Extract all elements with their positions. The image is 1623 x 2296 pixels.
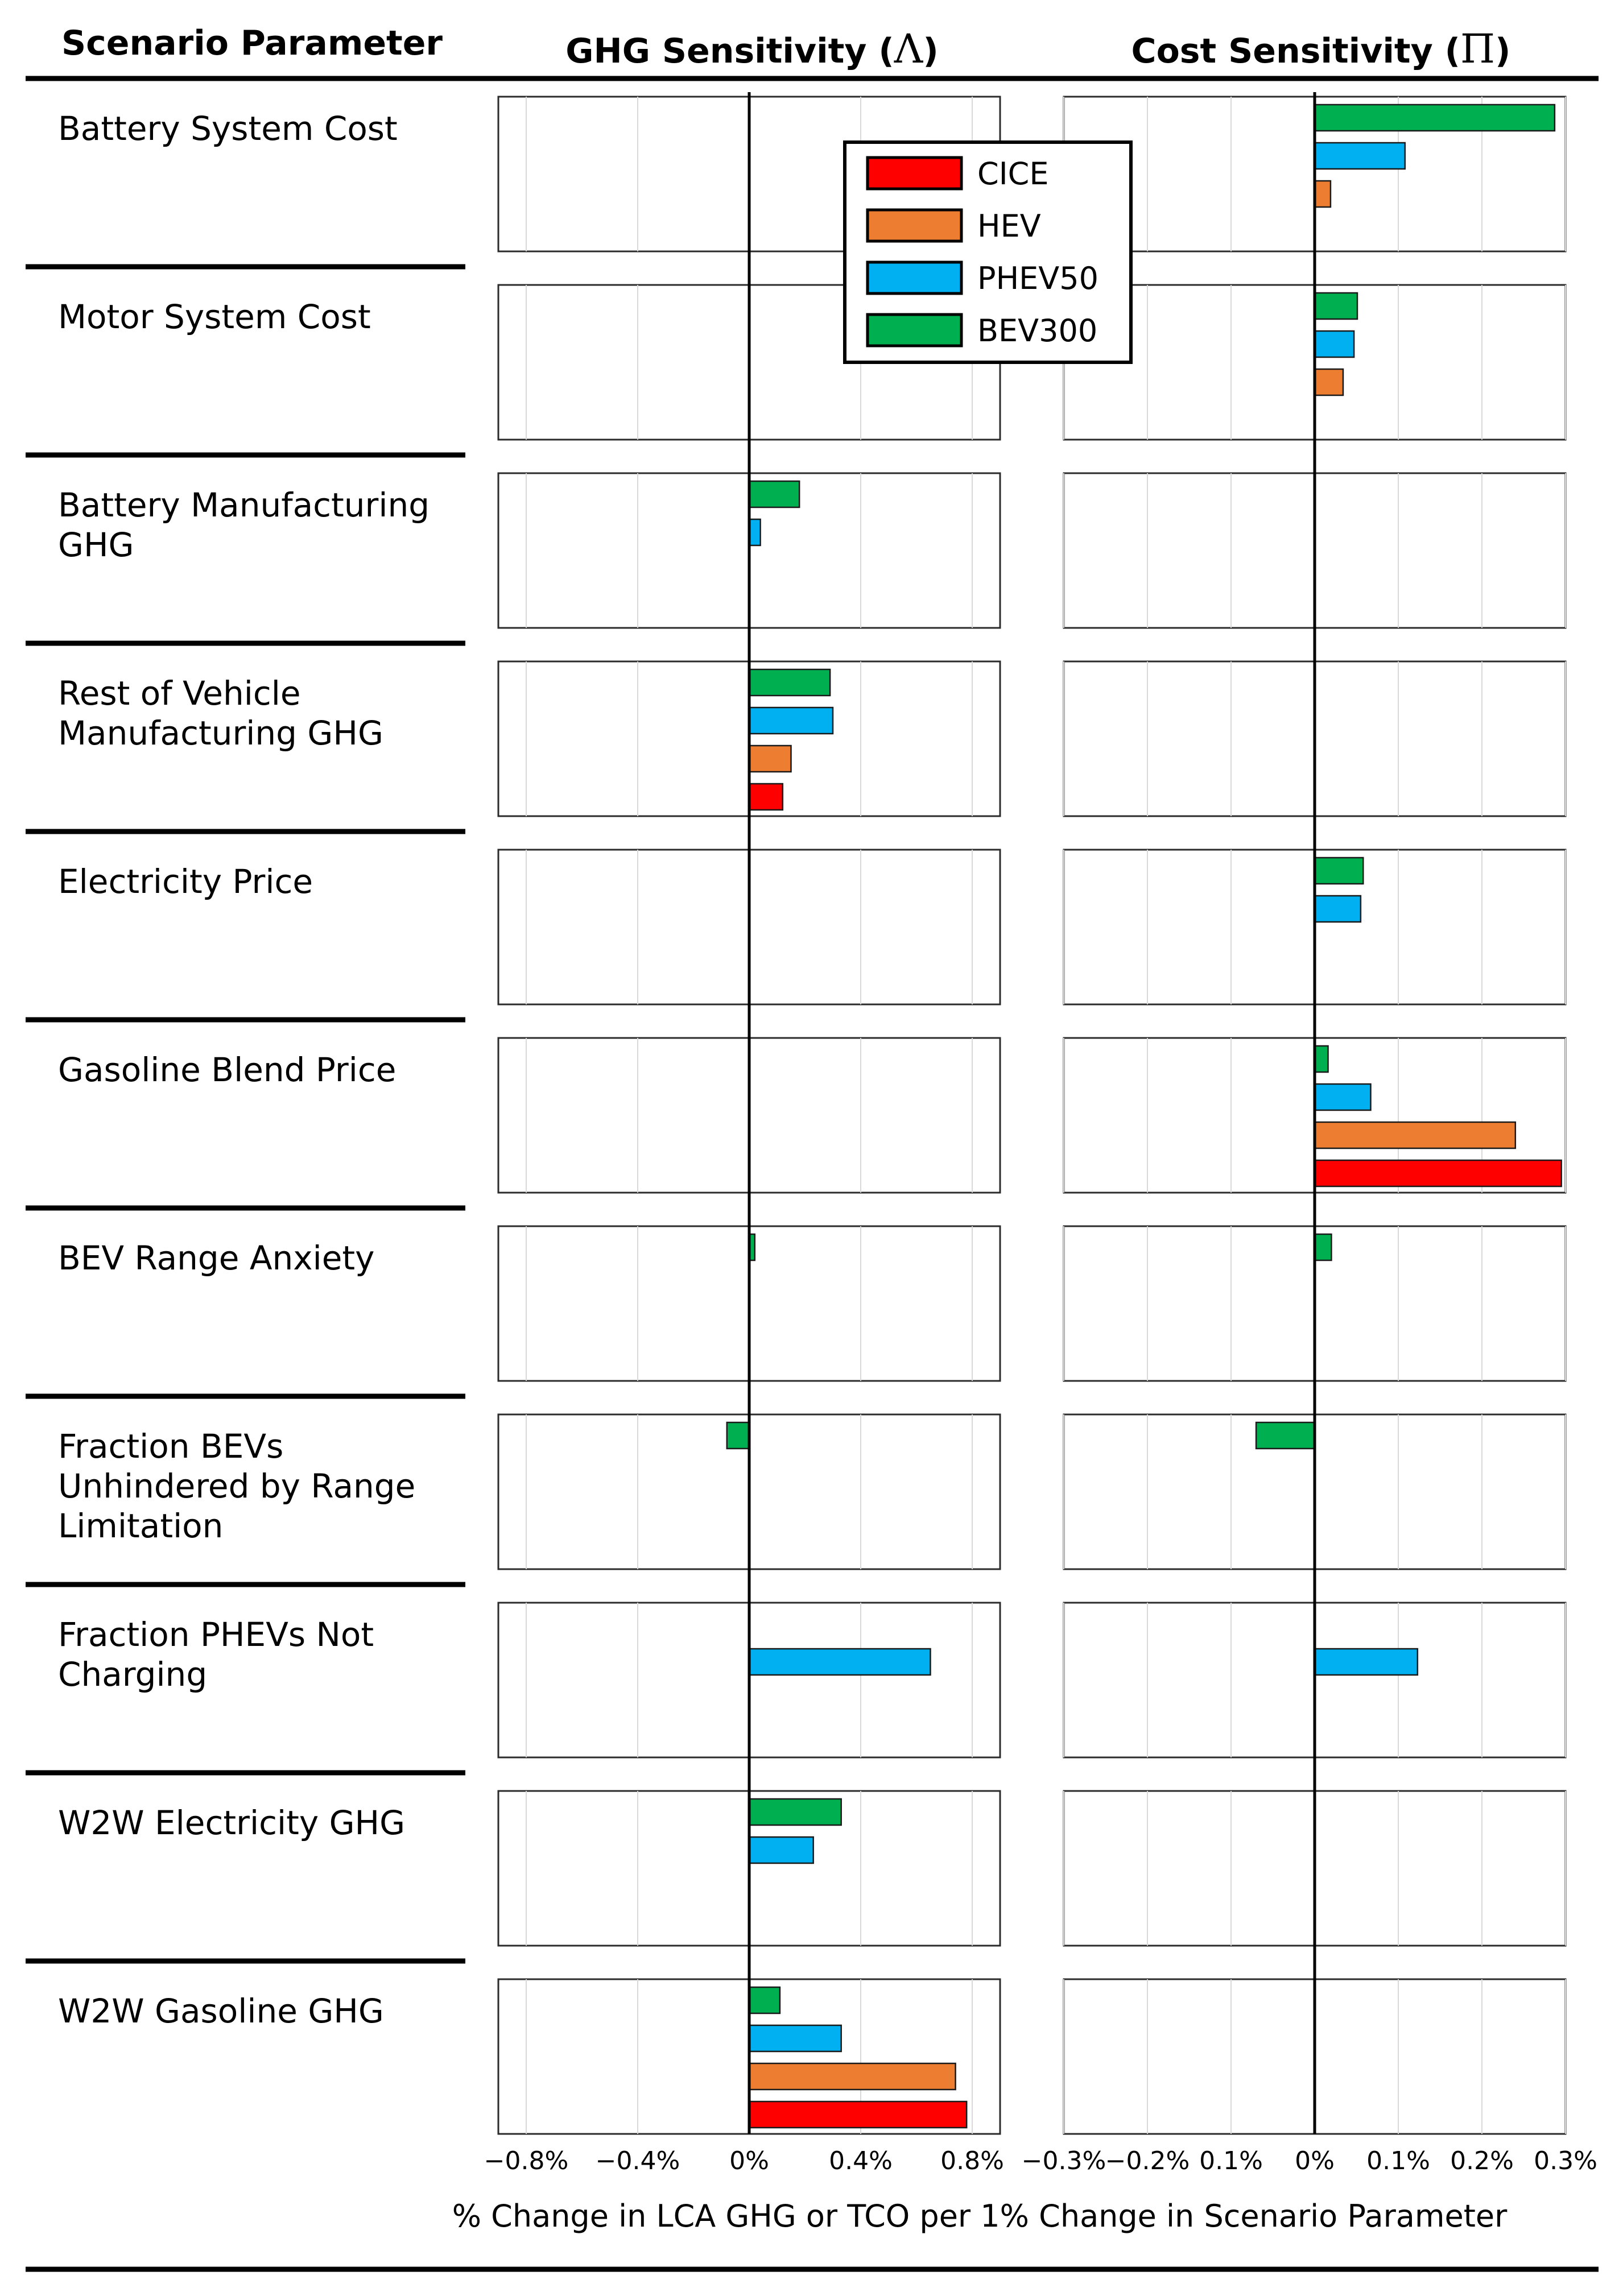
scenario-row (26, 1208, 1566, 1381)
ghg-bar-phev50 (749, 1837, 813, 1863)
ghg-bar-phev50 (749, 708, 833, 734)
ghg-bar-bev300 (749, 481, 799, 507)
row-label (58, 862, 313, 901)
row-label-line: Manufacturing GHG (58, 714, 383, 752)
row-label-line: Rest of Vehicle (58, 674, 301, 713)
scenario-row (26, 643, 1566, 816)
rows-layer (26, 97, 1566, 2134)
row-label-line: W2W Electricity GHG (58, 1803, 406, 1842)
header-cost-suffix: ) (1495, 31, 1511, 71)
ghg-tick-label: −0.8% (484, 2146, 569, 2175)
cost-tick-label: −0.3% (1021, 2146, 1106, 2175)
cost-bar-bev300 (1315, 105, 1555, 131)
ghg-bar-bev300 (727, 1422, 749, 1449)
row-label-line: Battery Manufacturing (58, 486, 430, 524)
header-scenario-parameter: Scenario Parameter (61, 23, 443, 63)
row-label-line: Battery System Cost (58, 109, 398, 148)
cost-tick-label: 0.1% (1199, 2146, 1263, 2175)
ghg-bar-bev300 (749, 1987, 780, 2013)
scenario-row (26, 455, 1566, 628)
cost-tick-label: 0% (1295, 2146, 1335, 2175)
x-axis-label: % Change in LCA GHG or TCO per 1% Change in Scenario Parameter (452, 2198, 1508, 2234)
scenario-row (26, 267, 1566, 440)
scenario-row (26, 1396, 1566, 1569)
cost-bar-phev50 (1315, 331, 1354, 357)
row-label (58, 1239, 374, 1277)
cost-bar-hev (1315, 369, 1343, 395)
row-label-line: GHG (58, 526, 134, 564)
cost-tick-label: −0.2% (1105, 2146, 1190, 2175)
header-ghg-symbol: Λ (894, 26, 923, 72)
row-label (58, 486, 430, 564)
cost-bar-hev (1315, 181, 1331, 207)
scenario-row (26, 1773, 1566, 1946)
ghg-bar-cice (749, 2101, 967, 2128)
row-label (58, 109, 398, 148)
cost-bar-phev50 (1315, 1084, 1370, 1110)
row-label-line: Fraction PHEVs Not (58, 1615, 374, 1654)
ghg-bar-phev50 (749, 1649, 931, 1675)
header-cost-symbol: Π (1460, 26, 1496, 72)
row-label-line: Gasoline Blend Price (58, 1050, 397, 1089)
cost-bar-hev (1315, 1122, 1515, 1148)
ghg-bar-bev300 (749, 669, 830, 696)
header-ghg-suffix: ) (923, 31, 939, 71)
scenario-row (26, 1961, 1566, 2134)
row-label-line: Fraction BEVs (58, 1427, 284, 1466)
scenario-row (58, 97, 1566, 251)
cost-tick-label: 0.3% (1534, 2146, 1597, 2175)
cost-bar-bev300 (1315, 1046, 1328, 1072)
legend-swatch-cice (868, 158, 961, 189)
cost-bar-phev50 (1315, 1649, 1418, 1675)
header-ghg-sensitivity (565, 26, 939, 72)
row-label-line: Unhindered by Range (58, 1467, 416, 1505)
cost-tick-label: 0.1% (1366, 2146, 1430, 2175)
row-label (58, 1803, 405, 1842)
header-cost-prefix: Cost Sensitivity ( (1131, 31, 1460, 71)
cost-bar-phev50 (1315, 896, 1361, 922)
ghg-bar-hev (749, 746, 791, 772)
row-label (58, 1427, 415, 1545)
row-label-line: Limitation (58, 1507, 224, 1545)
row-label-line: Motor System Cost (58, 297, 371, 336)
row-label-line: BEV Range Anxiety (58, 1239, 375, 1277)
ghg-bar-hev (749, 2063, 956, 2090)
cost-bar-bev300 (1315, 1234, 1331, 1260)
cost-tick-label: 0.2% (1450, 2146, 1514, 2175)
ghg-bar-bev300 (749, 1799, 841, 1825)
legend-label-hev: HEV (977, 208, 1041, 244)
row-label-line: W2W Gasoline GHG (58, 1992, 384, 2030)
legend (845, 142, 1131, 362)
cost-bar-phev50 (1315, 143, 1405, 169)
legend-swatch-phev50 (868, 262, 961, 293)
cost-bar-bev300 (1315, 858, 1363, 884)
header-ghg-prefix: GHG Sensitivity ( (565, 31, 894, 71)
ghg-bar-cice (749, 784, 783, 810)
legend-label-bev300: BEV300 (977, 313, 1098, 349)
row-label-line: Charging (58, 1655, 208, 1694)
row-label-line: Electricity Price (58, 862, 313, 901)
cost-bar-bev300 (1315, 293, 1357, 319)
row-label (58, 1050, 396, 1089)
row-label (58, 1615, 374, 1694)
row-label (58, 1992, 384, 2030)
ghg-tick-label: −0.4% (595, 2146, 680, 2175)
legend-label-cice: CICE (977, 156, 1049, 192)
ghg-bar-phev50 (749, 519, 761, 545)
scenario-row (26, 831, 1566, 1004)
row-label (58, 297, 371, 336)
ghg-tick-label: 0% (729, 2146, 769, 2175)
cost-bar-cice (1315, 1160, 1562, 1186)
legend-label-phev50: PHEV50 (977, 260, 1098, 296)
scenario-row (26, 1585, 1566, 1757)
cost-bar-bev300 (1256, 1422, 1315, 1449)
scenario-row (26, 1020, 1566, 1193)
row-label (58, 674, 383, 752)
ghg-bar-phev50 (749, 2025, 841, 2051)
ghg-tick-label: 0.8% (940, 2146, 1004, 2175)
ghg-tick-label: 0.4% (829, 2146, 893, 2175)
legend-swatch-hev (868, 210, 961, 241)
legend-swatch-bev300 (868, 315, 961, 346)
header-cost-sensitivity (1131, 26, 1511, 72)
